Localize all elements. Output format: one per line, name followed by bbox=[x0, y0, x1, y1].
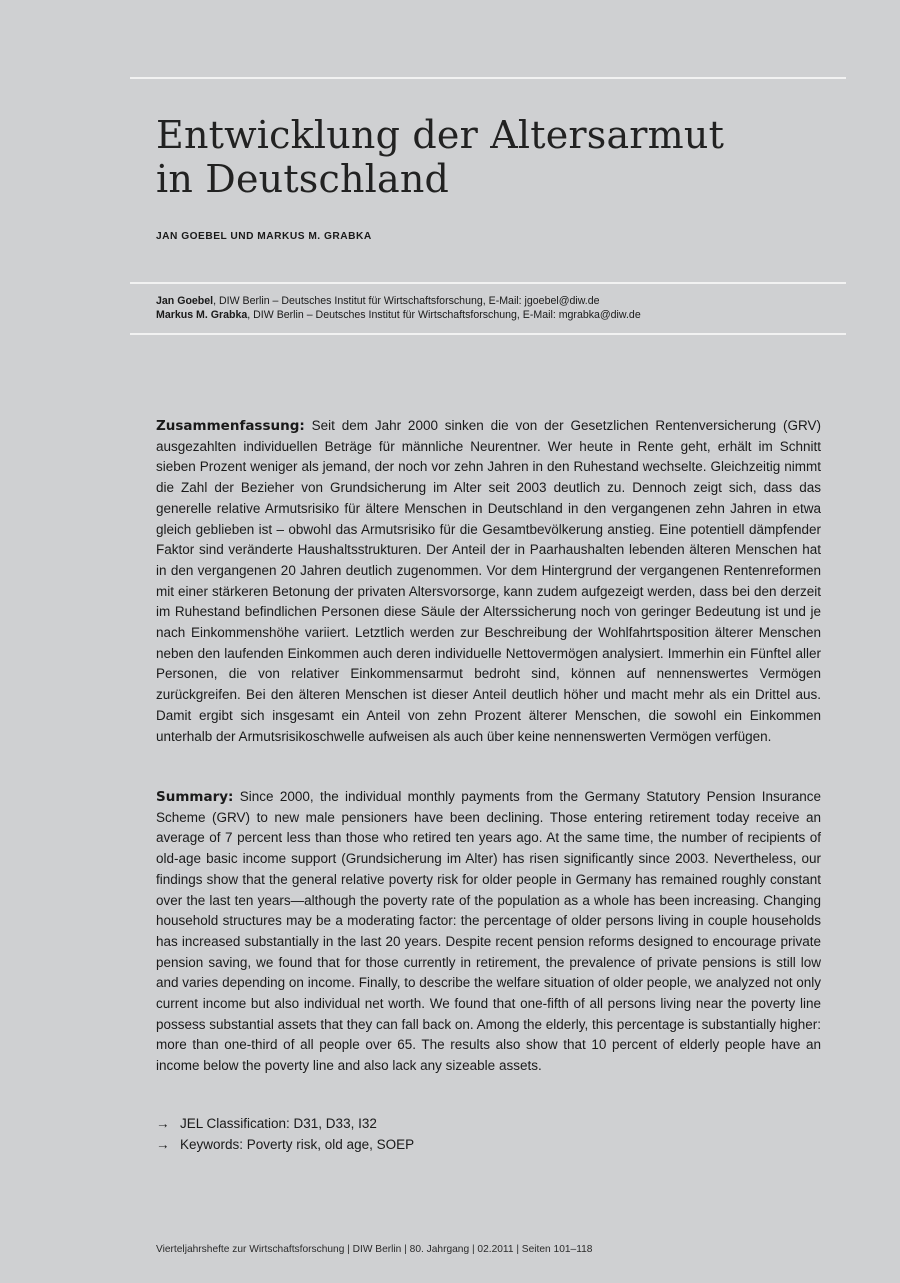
arrow-right-icon: → bbox=[156, 1116, 170, 1131]
top-rule bbox=[130, 77, 846, 79]
affiliation-row bbox=[156, 294, 641, 308]
list-item bbox=[156, 1134, 414, 1155]
affiliation-top-rule bbox=[130, 282, 846, 284]
affiliation-name: Jan Goebel bbox=[156, 295, 214, 307]
keywords: Keywords: Poverty risk, old age, SOEP bbox=[180, 1137, 415, 1152]
article-title bbox=[156, 114, 816, 201]
affiliations bbox=[156, 294, 641, 322]
summary-text: Since 2000, the individual monthly payments from the Germany Statutory Pension Insurance Scheme (GRV) to new male pensioners have been declining. Those entering retirement today receive an average of 7 percent less than those who retired ten years ago. At the same time, the number of recipients of old-age basic income support (Grundsicherung im Alter) has risen significantly since 2003. Nevertheless, our findings show that the general relative poverty risk for older people in Germany has remained roughly constant over the last ten years—although the poverty rate of the population as a whole has been increasing. Changing household structures may be a moderating factor: the percentage of older persons living in couple households has increased substantially in the last 20 years. Despite recent pension reforms designed to encourage private pension saving, we found that for those currently in retirement, the prevalence of private pensions is still low and varies depending on income. Finally, to describe the welfare situation of older people, we analyzed not only current income but also individual net worth. We found that one-fifth of all persons living near the poverty line possess substantial assets that they can fall back on. Among the elderly, this percentage is substantially higher: more than one-third of all people over 65. The results also show that 10 percent of elderly people have an income below the poverty line and also lack any sizeable assets. bbox=[156, 789, 821, 1074]
title-line-1: Entwicklung der Altersarmut bbox=[156, 113, 725, 157]
zusammenfassung-paragraph bbox=[156, 416, 821, 747]
jel-classification: JEL Classification: D31, D33, I32 bbox=[180, 1116, 377, 1131]
arrow-right-icon: → bbox=[156, 1137, 170, 1152]
affiliation-row bbox=[156, 308, 641, 322]
zusammenfassung-text: Seit dem Jahr 2000 sinken die von der Gesetzlichen Rentenversicherung (GRV) ausgezahlten individuellen Beträge für männliche Neurentner. Wer heute in Rente geht, erhält im Schnitt sieben Prozent weniger als jemand, der noch vor zehn Jahren in den Ruhestand wechselte. Gleichzeitig nimmt die Zahl der Bezieher von Grundsicherung im Alter seit 2003 deutlich zu. Dennoch zeigt sich, dass das generelle relative Armutsrisiko für ältere Menschen in Deutschland in den vergangenen zehn Jahren in etwa gleich geblieben ist – obwohl das Armutsrisiko für die Gesamtbevölkerung anstieg. Eine potentiell dämpfender Faktor sind veränderte Haushaltsstrukturen. Der Anteil der in Paarhaushalten lebenden älteren Menschen hat in den vergangenen 20 Jahren deutlich zugenommen. Vor dem Hintergrund der vergangenen Rentenreformen mit einer stärkeren Betonung der privaten Altersvorsorge, kann zudem aufgezeigt werden, dass bei den derzeit im Ruhestand befindlichen Personen diese Säule der Alterssicherung noch von geringer Bedeutung ist und je nach Einkommenshöhe variiert. Letztlich werden zur Beschreibung der Wohlfahrtsposition älterer Menschen neben den laufenden Einkommen auch deren individuelle Nettovermögen analysiert. Immerhin ein Fünftel aller Personen, die von relativer Einkommensarmut bedroht sind, können auf nennenswertes Vermögen zurückgreifen. Bei den älteren Menschen ist dieser Anteil deutlich höher und macht mehr als ein Drittel aus. Damit ergibt sich insgesamt ein Anteil von zehn Prozent älterer Menschen, die sowohl ein Einkommen unterhalb der Armutsrisikoschwelle aufweisen als auch über keine nennenswerten Vermögen verfügen. bbox=[156, 418, 821, 744]
zusammenfassung-label: Zusammenfassung: bbox=[156, 418, 305, 434]
affiliation-detail: , DIW Berlin – Deutsches Institut für Wirtschaftsforschung, E-Mail: mgrabka@diw.de bbox=[247, 309, 641, 321]
title-line-2: in Deutschland bbox=[156, 156, 450, 201]
summary-label: Summary: bbox=[156, 789, 234, 805]
keyword-list bbox=[156, 1113, 414, 1155]
summary-paragraph bbox=[156, 787, 821, 1077]
affiliation-detail: , DIW Berlin – Deutsches Institut für Wirtschaftsforschung, E-Mail: jgoebel@diw.de bbox=[213, 295, 600, 307]
affiliation-bottom-rule bbox=[130, 333, 846, 335]
journal-footer: Vierteljahrshefte zur Wirtschaftsforschung | DIW Berlin | 80. Jahrgang | 02.2011 | Seiten 101–118 bbox=[156, 1244, 593, 1255]
list-item bbox=[156, 1113, 414, 1134]
affiliation-name: Markus M. Grabka bbox=[156, 309, 248, 321]
author-line: JAN GOEBEL UND MARKUS M. GRABKA bbox=[156, 231, 372, 242]
